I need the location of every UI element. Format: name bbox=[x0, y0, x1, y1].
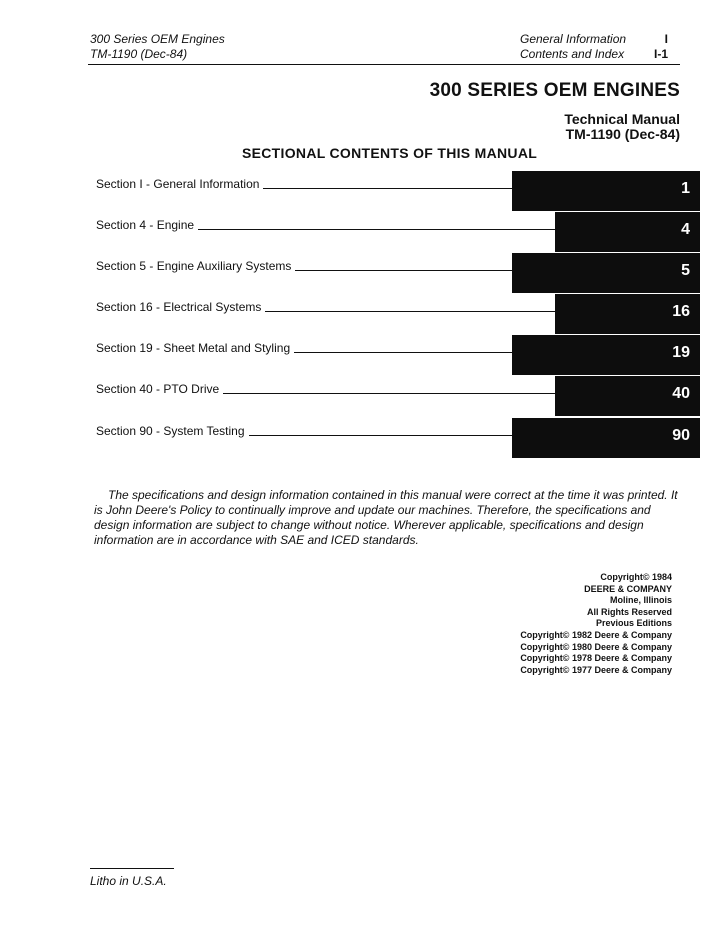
subtitle-line-1: Technical Manual bbox=[564, 111, 680, 127]
section-tab[interactable]: 1 bbox=[512, 171, 700, 211]
section-label: Section 40 - PTO Drive bbox=[96, 382, 223, 396]
section-row[interactable] bbox=[0, 294, 720, 334]
header-left bbox=[90, 32, 225, 62]
copyright-line: Copyright© 1977 Deere & Company bbox=[520, 664, 672, 675]
section-row[interactable] bbox=[0, 253, 720, 293]
copyright-line: Copyright© 1980 Deere & Company bbox=[520, 641, 672, 652]
header-right bbox=[640, 32, 668, 62]
page-title: 300 SERIES OEM ENGINES bbox=[429, 80, 680, 101]
copyright-line: DEERE & COMPANY bbox=[584, 583, 672, 594]
subtitle-line-2: TM-1190 (Dec-84) bbox=[565, 126, 680, 142]
copyright-line: Moline, Illinois bbox=[609, 595, 672, 606]
footer-divider bbox=[90, 868, 174, 869]
copyright-line: Copyright© 1982 Deere & Company bbox=[520, 629, 672, 640]
section-label: Section I - General Information bbox=[96, 177, 263, 191]
header-manual-name: 300 Series OEM Engines bbox=[90, 32, 225, 46]
section-tab[interactable]: 19 bbox=[512, 335, 700, 375]
section-label: Section 19 - Sheet Metal and Styling bbox=[96, 341, 294, 355]
section-tab[interactable]: 90 bbox=[512, 418, 700, 458]
contents-heading: SECTIONAL CONTENTS OF THIS MANUAL bbox=[242, 145, 538, 161]
section-label: Section 4 - Engine bbox=[96, 218, 198, 232]
section-label: Section 5 - Engine Auxiliary Systems bbox=[96, 259, 295, 273]
page-subtitle bbox=[564, 112, 680, 142]
header-section-number: I bbox=[664, 32, 668, 46]
disclaimer-paragraph: The specifications and design information contained in this manual were correct at the time it was printed. It is John Deere's Policy to continually improve and update our machines. Therefore, the specifications and design information are subject to change without notice. Wherever applicable, specifications and design information are in accordance with SAE and ICED standards. bbox=[94, 488, 678, 547]
section-tab[interactable]: 4 bbox=[555, 212, 700, 252]
copyright-block bbox=[520, 572, 672, 676]
header-divider bbox=[88, 64, 680, 65]
header-page-number: I-1 bbox=[653, 47, 668, 61]
copyright-line: Previous Editions bbox=[595, 618, 672, 629]
section-row[interactable] bbox=[0, 418, 720, 458]
header-middle bbox=[520, 32, 626, 62]
section-row[interactable] bbox=[0, 212, 720, 252]
header-page-name: Contents and Index bbox=[520, 47, 625, 61]
section-tab[interactable]: 40 bbox=[555, 376, 700, 416]
section-label: Section 90 - System Testing bbox=[96, 424, 249, 438]
section-label: Section 16 - Electrical Systems bbox=[96, 300, 265, 314]
section-tab[interactable]: 5 bbox=[512, 253, 700, 293]
header-section-name: General Information bbox=[520, 32, 627, 46]
section-tab[interactable]: 16 bbox=[555, 294, 700, 334]
copyright-line: Copyright© 1984 bbox=[600, 572, 672, 582]
copyright-line: All Rights Reserved bbox=[586, 606, 672, 617]
header-manual-number: TM-1190 (Dec-84) bbox=[90, 47, 188, 61]
section-row[interactable] bbox=[0, 335, 720, 375]
section-row[interactable] bbox=[0, 171, 720, 211]
section-row[interactable] bbox=[0, 376, 720, 416]
copyright-line: Copyright© 1978 Deere & Company bbox=[520, 653, 672, 664]
footer-text: Litho in U.S.A. bbox=[90, 874, 167, 888]
